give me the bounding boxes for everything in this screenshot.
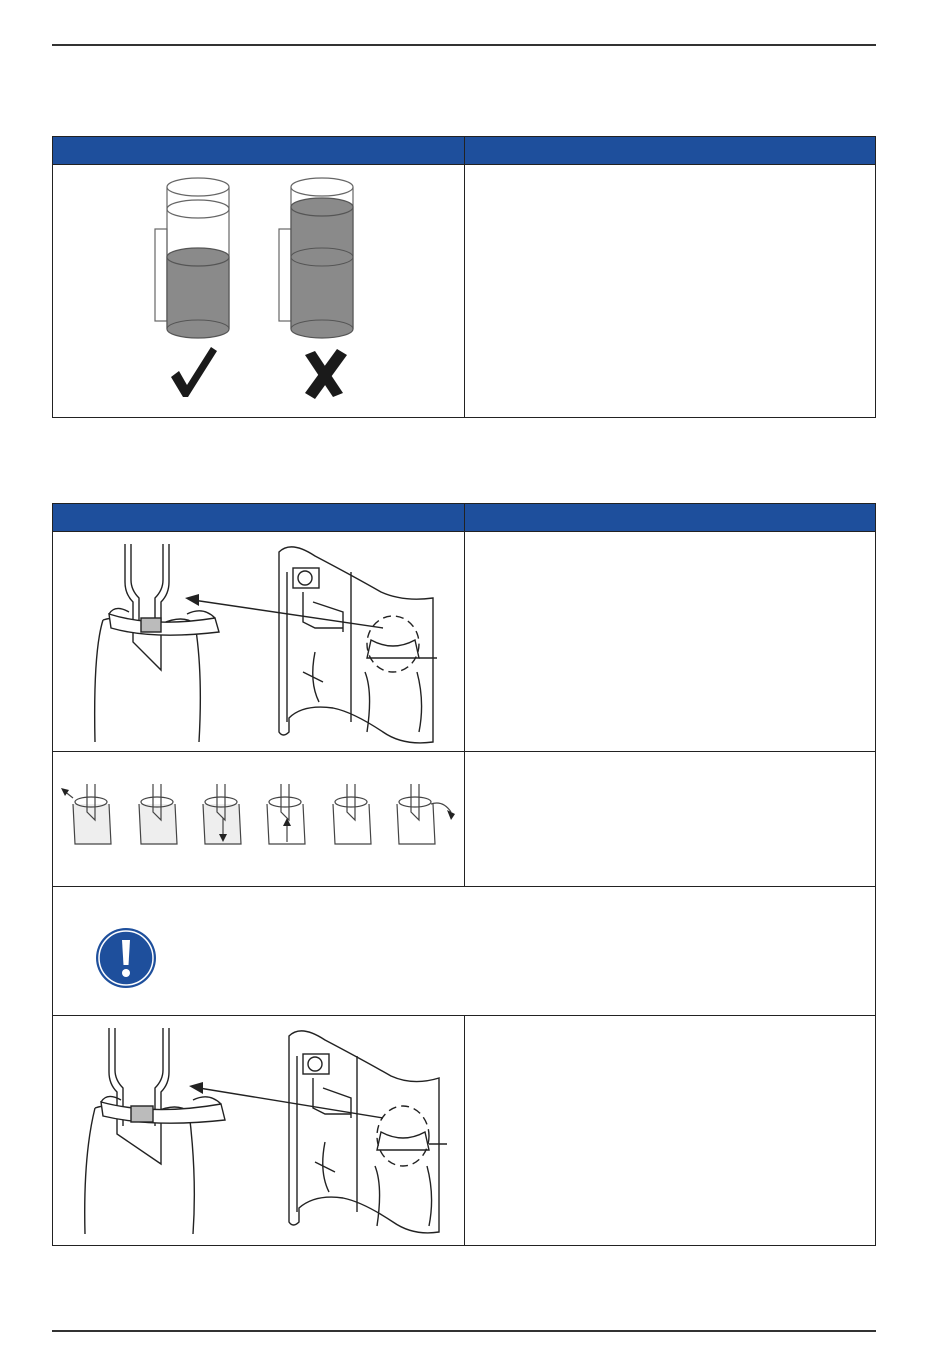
cylinder-incorrect bbox=[279, 178, 353, 338]
table-filter-bag bbox=[52, 503, 876, 1246]
header-col-description bbox=[465, 504, 876, 532]
cylinder-correct bbox=[155, 178, 229, 338]
figure-cell bbox=[53, 532, 465, 752]
sequence-step-5 bbox=[333, 784, 371, 844]
figure-cell bbox=[53, 1016, 465, 1246]
notice-cell bbox=[53, 887, 876, 1016]
important-notice-icon bbox=[95, 927, 157, 989]
header-col-figure bbox=[53, 504, 465, 532]
header-col-description bbox=[465, 137, 876, 165]
filter-bag-clamp-detail-2 bbox=[53, 1016, 464, 1245]
fill-level-figure bbox=[53, 165, 464, 417]
description-cell bbox=[465, 752, 876, 887]
cross-mark-icon bbox=[305, 349, 347, 399]
sequence-step-6 bbox=[397, 784, 451, 844]
figure-cell bbox=[53, 752, 465, 887]
table-row bbox=[53, 532, 876, 752]
table-fill-level bbox=[52, 136, 876, 418]
description-cell bbox=[465, 165, 876, 418]
check-mark-icon bbox=[171, 347, 217, 397]
footer-rule bbox=[52, 1330, 876, 1332]
table-row bbox=[53, 752, 876, 887]
figure-cell bbox=[53, 165, 465, 418]
description-cell bbox=[465, 532, 876, 752]
table-row bbox=[53, 1016, 876, 1246]
header-rule bbox=[52, 44, 876, 46]
table-row bbox=[53, 165, 876, 418]
table-header-row bbox=[53, 137, 876, 165]
filter-bag-clamp-detail bbox=[53, 532, 464, 751]
table-row bbox=[53, 887, 876, 1016]
sequence-step-4 bbox=[267, 784, 305, 844]
description-cell bbox=[465, 1016, 876, 1246]
clamp-sequence-steps bbox=[53, 752, 464, 886]
sequence-step-2 bbox=[139, 784, 177, 844]
table-header-row bbox=[53, 504, 876, 532]
header-col-figure bbox=[53, 137, 465, 165]
sequence-step-1 bbox=[63, 784, 111, 844]
